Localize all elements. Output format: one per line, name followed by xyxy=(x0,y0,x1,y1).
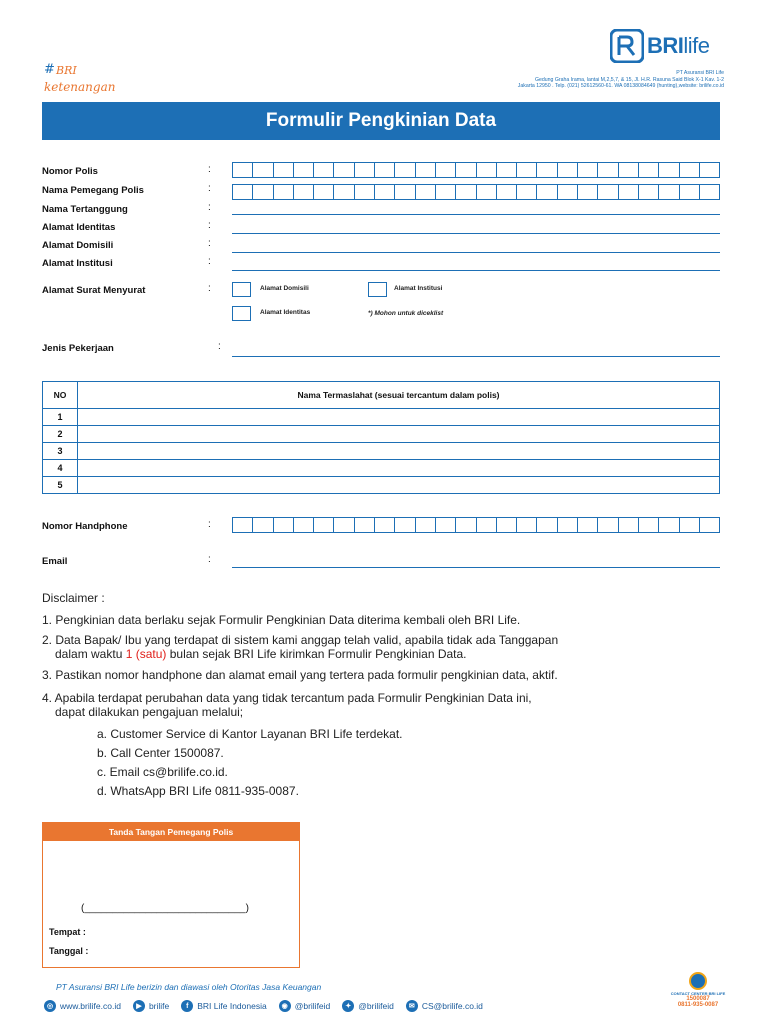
address-line-1: Gedung Graha Irama, lantai M,2,5,7, & 15, Jl. H.R. Rasuna Said Blok X-1 Kav. 1-2 xyxy=(534,76,724,83)
colon: : xyxy=(208,519,211,530)
char-box[interactable] xyxy=(659,518,679,532)
char-box[interactable] xyxy=(375,518,395,532)
char-box[interactable] xyxy=(477,163,497,177)
footer-twitter[interactable] xyxy=(342,1000,394,1012)
char-box[interactable] xyxy=(598,163,618,177)
company-name: PT Asuransi BRI Life xyxy=(676,70,724,76)
headset-icon xyxy=(689,972,707,990)
disclaimer-item-4a: 4. Apabila terdapat perubahan data yang tidak tercantum pada Formulir Pengkinian Data ini, xyxy=(42,691,532,705)
checklist-note: *) Mohon untuk diceklist xyxy=(368,310,444,317)
char-box[interactable] xyxy=(233,185,253,199)
twitter-icon: ✦ xyxy=(342,1000,354,1012)
char-box[interactable] xyxy=(497,185,517,199)
item-2b-post: bulan sejak BRI Life kirimkan Formulir Pengkinian Data. xyxy=(166,647,467,661)
char-box[interactable] xyxy=(578,163,598,177)
table-row xyxy=(43,460,720,477)
char-box[interactable] xyxy=(517,163,537,177)
char-box[interactable] xyxy=(680,518,700,532)
colon: : xyxy=(208,256,211,267)
char-box[interactable] xyxy=(537,185,557,199)
label-nama-pemegang: Nama Pemegang Polis xyxy=(42,185,144,196)
char-box[interactable] xyxy=(619,518,639,532)
email-line[interactable] xyxy=(232,567,720,568)
char-box[interactable] xyxy=(375,163,395,177)
facebook-icon: f xyxy=(181,1000,193,1012)
table-row xyxy=(43,409,720,426)
char-box[interactable] xyxy=(274,185,294,199)
checkbox-alamat-domisili[interactable] xyxy=(232,282,251,297)
label-alamat-surat: Alamat Surat Menyurat xyxy=(42,285,146,296)
footer-social-bar xyxy=(44,1000,483,1012)
char-box[interactable] xyxy=(253,518,273,532)
footer-email[interactable] xyxy=(406,1000,483,1012)
char-box[interactable] xyxy=(436,518,456,532)
alamat-institusi-line[interactable] xyxy=(232,270,720,271)
colon: : xyxy=(208,238,211,249)
option-alamat-institusi: Alamat Institusi xyxy=(394,285,443,292)
contact-center-phone: 1500087 xyxy=(686,996,710,1002)
title-banner xyxy=(42,102,720,140)
label-email: Email xyxy=(42,556,68,567)
char-box[interactable] xyxy=(233,518,253,532)
instagram-text: @brilifeid xyxy=(294,1001,331,1011)
disclaimer-item-2b xyxy=(55,647,467,661)
char-box[interactable] xyxy=(274,518,294,532)
email-text: CS@brilife.co.id xyxy=(421,1001,483,1011)
col-no-header: NO xyxy=(43,382,78,409)
row-name-cell[interactable] xyxy=(78,460,720,477)
char-box[interactable] xyxy=(274,163,294,177)
char-box[interactable] xyxy=(598,518,618,532)
bri-mark-icon xyxy=(610,29,644,63)
row-name-cell[interactable] xyxy=(78,409,720,426)
char-box[interactable] xyxy=(355,185,375,199)
beneficiary-table xyxy=(42,381,720,494)
char-box[interactable] xyxy=(477,185,497,199)
signature-tempat[interactable]: Tempat : xyxy=(49,927,86,937)
row-no: 3 xyxy=(43,443,78,460)
char-box[interactable] xyxy=(294,163,314,177)
table-row xyxy=(43,426,720,443)
colon: : xyxy=(208,283,211,294)
char-box[interactable] xyxy=(558,518,578,532)
instagram-icon: ◉ xyxy=(279,1000,291,1012)
row-no: 5 xyxy=(43,477,78,494)
char-box[interactable] xyxy=(497,518,517,532)
char-box[interactable] xyxy=(558,163,578,177)
address-line-2: Jakarta 12950 . Telp. (021) 52612560-61. WA 08138084649 (hunting),website: brilife.co.id xyxy=(517,83,724,89)
website-text: www.brilife.co.id xyxy=(60,1001,121,1011)
row-name-cell[interactable] xyxy=(78,443,720,460)
disclaimer-sub-d: d. WhatsApp BRI Life 0811-935-0087. xyxy=(97,784,299,798)
nomor-handphone-boxes[interactable] xyxy=(232,517,720,533)
char-box[interactable] xyxy=(639,518,659,532)
company-address xyxy=(518,70,724,90)
disclaimer-sub-b: b. Call Center 1500087. xyxy=(97,746,224,760)
char-box[interactable] xyxy=(314,163,334,177)
item-2b-pre: dalam waktu xyxy=(55,647,126,661)
logo-bri: BRI xyxy=(647,33,684,58)
signature-header: Tanda Tangan Pemegang Polis xyxy=(43,823,299,841)
checkbox-alamat-identitas[interactable] xyxy=(232,306,251,321)
char-box[interactable] xyxy=(334,518,354,532)
char-box[interactable] xyxy=(700,518,719,532)
footer-facebook[interactable] xyxy=(181,1000,266,1012)
char-box[interactable] xyxy=(416,185,436,199)
table-row xyxy=(43,477,720,494)
label-jenis-pekerjaan: Jenis Pekerjaan xyxy=(42,343,114,354)
tagline-bri: BRI xyxy=(56,64,77,77)
page-title: Formulir Pengkinian Data xyxy=(265,110,497,131)
char-box[interactable] xyxy=(375,185,395,199)
colon: : xyxy=(208,164,211,175)
char-box[interactable] xyxy=(619,185,639,199)
char-box[interactable] xyxy=(517,185,537,199)
char-box[interactable] xyxy=(253,163,273,177)
disclaimer-heading: Disclaimer : xyxy=(42,591,105,605)
signature-tanggal[interactable]: Tanggal : xyxy=(49,946,89,956)
colon: : xyxy=(208,183,211,194)
disclaimer-item-3: 3. Pastikan nomor handphone dan alamat email yang tertera pada formulir pengkinian data, aktif. xyxy=(42,668,558,682)
ojk-notice: PT Asuransi BRI Life berizin dan diawasi oleh Otoritas Jasa Keuangan xyxy=(56,982,322,992)
char-box[interactable] xyxy=(456,163,476,177)
disclaimer-item-1: 1. Pengkinian data berlaku sejak Formulir Pengkinian Data diterima kembali oleh BRI Life. xyxy=(42,613,521,627)
char-box[interactable] xyxy=(700,163,719,177)
col-name-header: Nama Termaslahat (sesuai tercantum dalam polis) xyxy=(78,382,720,409)
label-alamat-domisili: Alamat Domisili xyxy=(42,240,114,251)
nama-tertanggung-line[interactable] xyxy=(232,214,720,215)
char-box[interactable] xyxy=(659,185,679,199)
char-box[interactable] xyxy=(680,185,700,199)
char-box[interactable] xyxy=(436,163,456,177)
char-box[interactable] xyxy=(395,163,415,177)
char-box[interactable] xyxy=(395,185,415,199)
row-no: 2 xyxy=(43,426,78,443)
char-box[interactable] xyxy=(314,518,334,532)
row-no: 1 xyxy=(43,409,78,426)
alamat-domisili-line[interactable] xyxy=(232,252,720,253)
char-box[interactable] xyxy=(355,163,375,177)
char-box[interactable] xyxy=(253,185,273,199)
char-box[interactable] xyxy=(395,518,415,532)
label-alamat-institusi: Alamat Institusi xyxy=(42,258,113,269)
char-box[interactable] xyxy=(416,163,436,177)
char-box[interactable] xyxy=(334,163,354,177)
alamat-identitas-line[interactable] xyxy=(232,233,720,234)
tagline-hash: # xyxy=(44,62,55,77)
char-box[interactable] xyxy=(619,163,639,177)
brilife-logo xyxy=(610,28,728,64)
char-box[interactable] xyxy=(497,163,517,177)
row-no: 4 xyxy=(43,460,78,477)
colon: : xyxy=(208,220,211,231)
char-box[interactable] xyxy=(436,185,456,199)
youtube-icon: ▶ xyxy=(133,1000,145,1012)
table-row xyxy=(43,443,720,460)
footer-instagram[interactable] xyxy=(279,1000,331,1012)
char-box[interactable] xyxy=(334,185,354,199)
tagline-logo xyxy=(42,62,116,102)
char-box[interactable] xyxy=(700,185,719,199)
char-box[interactable] xyxy=(355,518,375,532)
char-box[interactable] xyxy=(558,185,578,199)
contact-center-label: CONTACT CENTER BRI LIFE xyxy=(670,991,726,996)
char-box[interactable] xyxy=(639,163,659,177)
char-box[interactable] xyxy=(598,185,618,199)
contact-center-wa: 0811-935-0087 xyxy=(677,1002,719,1008)
char-box[interactable] xyxy=(294,518,314,532)
char-box[interactable] xyxy=(456,518,476,532)
logo-life: life xyxy=(683,33,710,58)
char-box[interactable] xyxy=(456,185,476,199)
char-box[interactable] xyxy=(416,518,436,532)
logo-text xyxy=(647,33,710,59)
char-box[interactable] xyxy=(537,163,557,177)
char-box[interactable] xyxy=(314,185,334,199)
char-box[interactable] xyxy=(517,518,537,532)
disclaimer-item-4b: dapat dilakukan pengajuan melalui; xyxy=(55,705,244,719)
char-box[interactable] xyxy=(659,163,679,177)
checkbox-alamat-institusi[interactable] xyxy=(368,282,387,297)
option-alamat-identitas: Alamat Identitas xyxy=(260,309,311,316)
label-nomor-handphone: Nomor Handphone xyxy=(42,521,128,532)
char-box[interactable] xyxy=(680,163,700,177)
item-2b-red: 1 (satu) xyxy=(125,647,167,661)
jenis-pekerjaan-line[interactable] xyxy=(232,356,720,357)
contact-center xyxy=(668,972,728,1008)
signature-box xyxy=(42,822,300,968)
colon: : xyxy=(208,554,211,565)
tagline-ketenangan: ketenangan xyxy=(44,80,116,94)
signature-line[interactable]: (_____________________________) xyxy=(81,903,249,914)
option-alamat-domisili: Alamat Domisili xyxy=(260,285,309,292)
char-box[interactable] xyxy=(578,185,598,199)
colon: : xyxy=(208,202,211,213)
row-name-cell[interactable] xyxy=(78,477,720,494)
nomor-polis-boxes[interactable] xyxy=(232,162,720,178)
globe-icon: ◎ xyxy=(44,1000,56,1012)
footer-youtube[interactable] xyxy=(133,1000,169,1012)
youtube-text: brilife xyxy=(148,1001,170,1011)
table-header-row xyxy=(43,382,720,409)
twitter-text: @brilifeid xyxy=(358,1001,394,1011)
row-name-cell[interactable] xyxy=(78,426,720,443)
label-nomor-polis: Nomor Polis xyxy=(42,166,98,177)
mail-icon: ✉ xyxy=(406,1000,418,1012)
char-box[interactable] xyxy=(294,185,314,199)
char-box[interactable] xyxy=(477,518,497,532)
char-box[interactable] xyxy=(537,518,557,532)
label-nama-tertanggung: Nama Tertanggung xyxy=(42,204,128,215)
nama-pemegang-boxes[interactable] xyxy=(232,184,720,200)
footer-website[interactable] xyxy=(44,1000,121,1012)
colon: : xyxy=(218,341,221,352)
disclaimer-item-2a: 2. Data Bapak/ Ibu yang terdapat di sistem kami anggap telah valid, apabila tidak ada Tanggapan xyxy=(42,633,559,647)
char-box[interactable] xyxy=(639,185,659,199)
char-box[interactable] xyxy=(578,518,598,532)
facebook-text: BRI Life Indonesia xyxy=(197,1001,267,1011)
disclaimer-sub-c: c. Email cs@brilife.co.id. xyxy=(97,765,228,779)
char-box[interactable] xyxy=(233,163,253,177)
label-alamat-identitas: Alamat Identitas xyxy=(42,222,116,233)
disclaimer-sub-a: a. Customer Service di Kantor Layanan BRI Life terdekat. xyxy=(97,727,403,741)
